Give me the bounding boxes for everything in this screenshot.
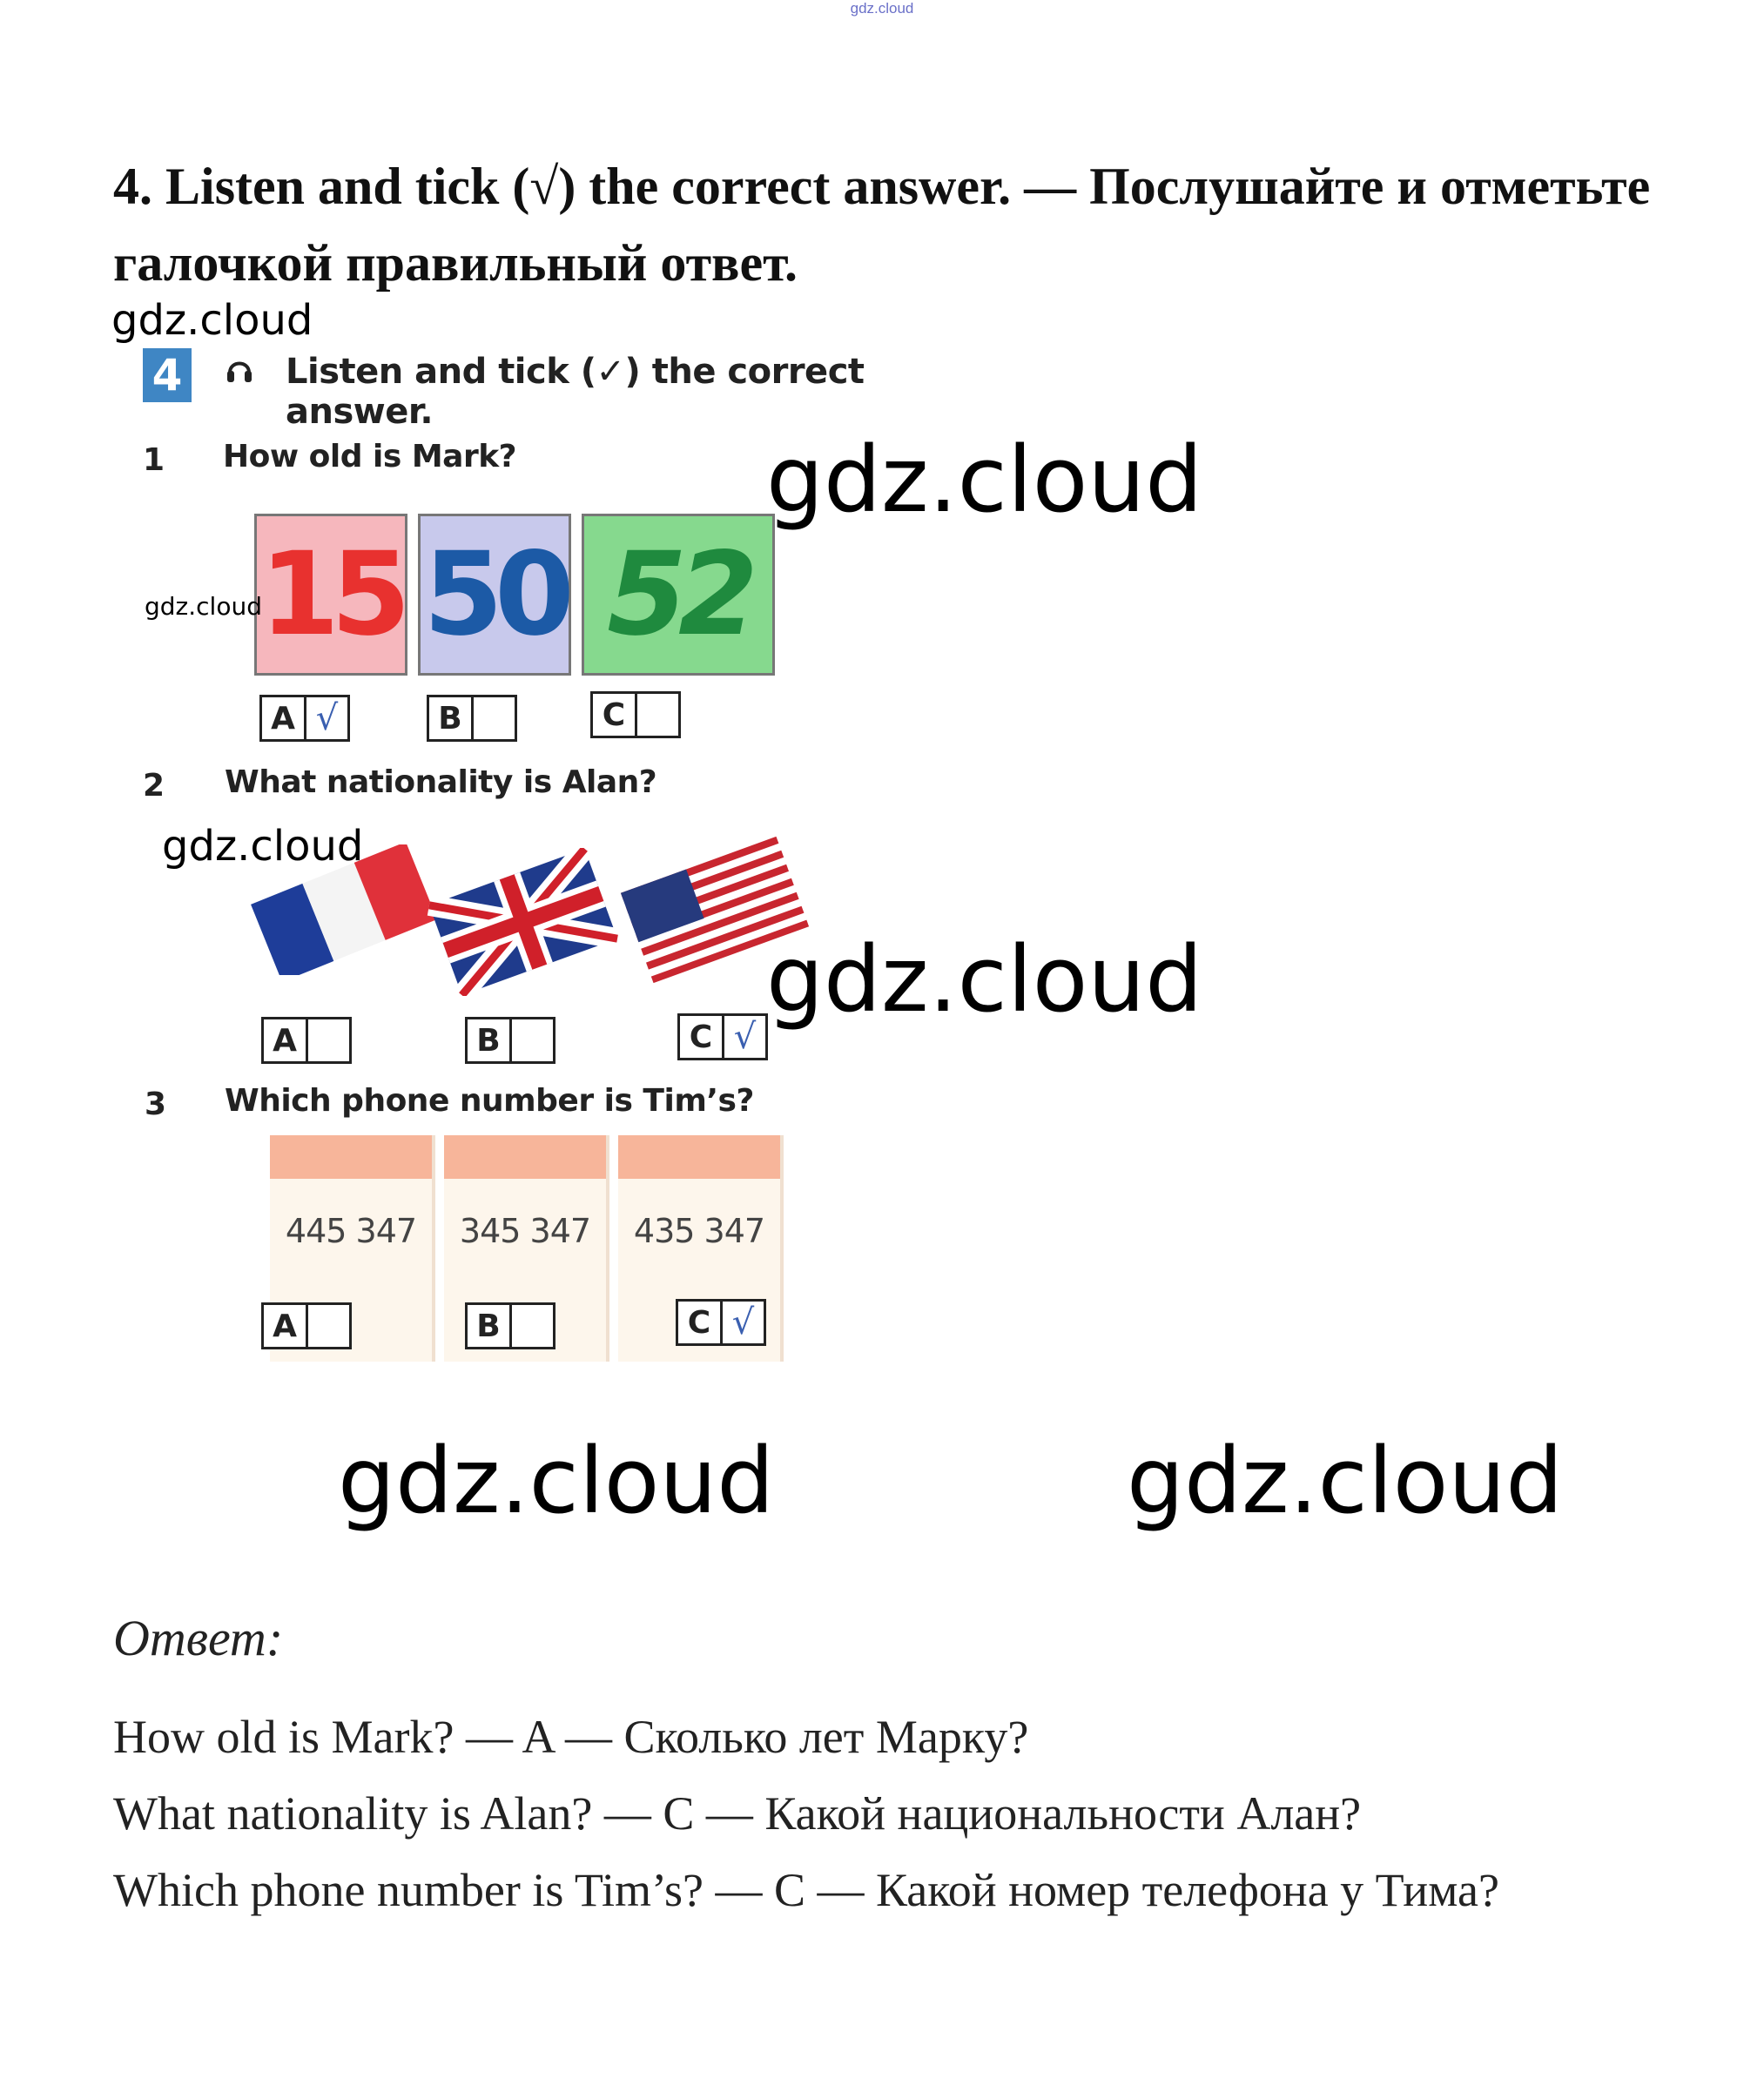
option-a[interactable] — [261, 1017, 352, 1064]
option-a[interactable] — [261, 1302, 352, 1349]
checkbox[interactable] — [637, 694, 678, 736]
phone-number: 445 347 — [285, 1212, 417, 1250]
option-letter: A — [262, 697, 306, 739]
answer-line: Which phone number is Tim’s? — C — Какой номер телефона у Тима? — [113, 1864, 1499, 1916]
question-text: What nationality is Alan? — [225, 764, 657, 800]
watermark: gdz.cloud — [766, 926, 1203, 1033]
top-watermark: gdz.cloud — [850, 0, 914, 17]
checkbox[interactable]: √ — [731, 1302, 755, 1342]
watermark: gdz.cloud — [111, 296, 313, 345]
option-c[interactable] — [676, 1299, 766, 1346]
option-letter: A — [264, 1019, 308, 1061]
checkbox[interactable] — [474, 697, 515, 739]
option-b[interactable] — [465, 1302, 555, 1349]
question-text: Which phone number is Tim’s? — [225, 1083, 754, 1119]
watermark: gdz.cloud — [766, 427, 1203, 533]
watermark: gdz.cloud — [338, 1428, 775, 1534]
checkbox[interactable] — [512, 1019, 553, 1061]
option-a[interactable] — [259, 695, 350, 742]
task-heading: 4. Listen and tick (√) the correct answer. — Послушайте и отметьте галочкой правильный ответ. — [113, 158, 1651, 292]
option-letter: B — [468, 1305, 512, 1347]
checkbox[interactable] — [308, 1305, 349, 1347]
question-number: 3 — [145, 1087, 167, 1122]
question-number: 2 — [143, 768, 165, 804]
watermark: gdz.cloud — [162, 822, 364, 871]
question-text: How old is Mark? — [223, 439, 517, 474]
option-letter: B — [468, 1019, 512, 1061]
question-number: 1 — [143, 442, 165, 478]
answer-line: What nationality is Alan? — C — Какой национальности Алан? — [113, 1787, 1362, 1840]
option-b[interactable] — [465, 1017, 555, 1064]
option-letter: C — [593, 694, 637, 736]
answer-line: How old is Mark? — A — Сколько лет Марку? — [113, 1711, 1029, 1763]
headphones-icon — [226, 353, 252, 387]
option-letter: C — [678, 1302, 723, 1343]
exercise-title: Listen and tick (✓) the correct answer. — [286, 352, 865, 432]
uk-flag-icon — [423, 848, 623, 996]
option-b[interactable] — [427, 695, 517, 742]
option-c[interactable] — [590, 691, 681, 738]
watermark: gdz.cloud — [1127, 1428, 1564, 1534]
checkbox[interactable] — [512, 1305, 553, 1347]
option-letter: A — [264, 1305, 308, 1347]
option-letter: B — [429, 697, 474, 739]
age-card-50: 50 — [418, 514, 571, 676]
checkbox[interactable]: √ — [315, 698, 339, 738]
checkbox[interactable]: √ — [733, 1017, 757, 1057]
age-card-52: 52 — [582, 514, 775, 676]
option-letter: C — [680, 1016, 724, 1058]
exercise-number-badge: 4 — [143, 348, 192, 402]
watermark: gdz.cloud — [145, 592, 262, 621]
checkbox[interactable] — [308, 1019, 349, 1061]
answer-label: Ответ: — [113, 1610, 284, 1666]
age-card-15: 15 — [254, 514, 407, 676]
phone-number: 435 347 — [633, 1212, 765, 1250]
phone-number: 345 347 — [459, 1212, 591, 1250]
option-c[interactable] — [677, 1013, 768, 1060]
